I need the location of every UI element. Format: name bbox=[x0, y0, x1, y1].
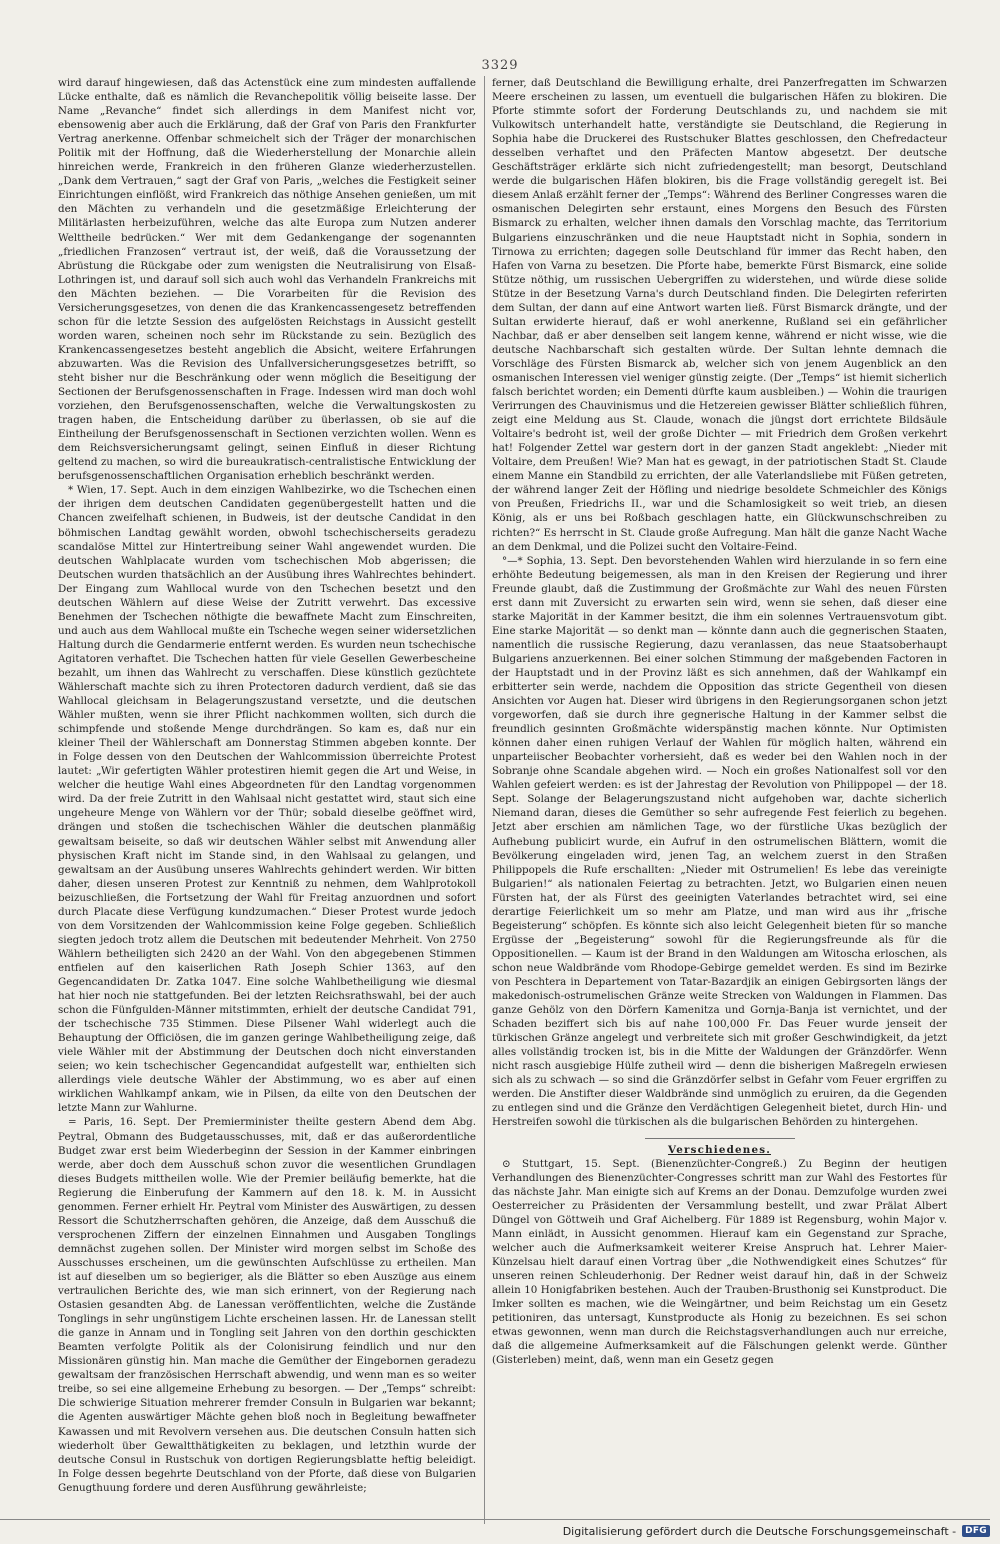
article-paragraph: ⊙ Stuttgart, 15. Sept. (Bienenzüchter-Congreß.) Zu Beginn der heutigen Verhandlungen des Bienenzüchter-Congresses schritt man zur Wahl des Festortes für das nächste Jahr. Man einigte sich auf Krems an der Donau. Demzufolge wurden zwei Oesterreicher zu Präsidenten der Versammlung bestellt, und zwar Prälat Albert Düngel von Göttweih und Graf Aichelberg. Für 1889 ist Regensburg, wohin Major v. Mann einlädt, in Aussicht genommen. Hierauf kam ein Gegenstand zur Sprache, welcher auch die Aufmerksamkeit weiterer Kreise Anspruch hat. Lehrer Maier-Künzelsau hielt darauf einen Vortrag über „die Nothwendigkeit eines Schutzes“ für unseren reinen Schleuderhonig. Der Redner weist darauf hin, daß in der Schweiz allein 10 Honigfabriken bestehen. Auch der Trauben-Brusthonig sei Kunstproduct. Die Imker sollten es machen, wie die Weingärtner, und beim Reichstag um ein Gesetz petitioniren, das untersagt, Kunstproducte als Honig zu bezeichnen. Es sei schon etwas gewonnen, wenn man durch die Reichstagsverhandlungen auch nur erreiche, daß die allgemeine Aufmerksamkeit auf die Fälschungen gelenkt werde. Günther (Gisterleben) meint, daß, wenn man ein Gesetz gegen bbox=[492, 1157, 947, 1367]
dfg-logo-icon[interactable]: DFG bbox=[962, 1525, 990, 1537]
page-number: 3329 bbox=[481, 58, 519, 73]
left-column bbox=[58, 76, 476, 1528]
footer-text: Digitalisierung gefördert durch die Deutsche Forschungsgemeinschaft - bbox=[562, 1524, 957, 1538]
article-paragraph: = Paris, 16. Sept. Der Premierminister theilte gestern Abend dem Abg. Peytral, Obmann des Budgetausschusses, mit, daß er das außerordentliche Budget zwar erst beim Wiederbeginn der Session in der Kammer einbringen werde, aber doch dem Ausschuß schon zuvor die wesentlichen Grundlagen dieses Budgets mittheilen wolle. Wie der Premier beiläufig bemerkte, hat die Regierung die Einberufung der Kammern auf den 18. k. M. in Aussicht genommen. Ferner erhielt Hr. Peytral vom Minister des Auswärtigen, zu dessen Ressort die Schutzherrschaften gehören, die Anzeige, daß dem Ausschuß die versprochenen Ziffern der einzelnen Einnahmen und Ausgaben Tonglings demnächst zugehen sollen. Der Minister wird morgen selbst im Schoße des Ausschusses erscheinen, um die gewünschten Aufschlüsse zu ertheilen. Man ist auf dieselben um so begieriger, als die Blätter so eben Auszüge aus einem vertraulichen Berichte des, wie man sich erinnert, von der Regierung nach Ostasien gesandten Abg. de Lanessan veröffentlichten, welche die Zustände Tonglings in sehr ungünstigem Lichte erscheinen lassen. Hr. de Lanessan stellt die ganze in Annam und in Tongling seit Jahren von den dorthin geschickten Beamten verfolgte Politik als der Colonisirung feindlich und nur den Missionären günstig hin. Man mache die Gemüther der Eingebornen geradezu gewaltsam der französischen Herrschaft abwendig, und wenn man es so weiter treibe, so sei eine allgemeine Erhebung zu besorgen. — Der „Temps“ schreibt: Die schwierige Situation mehrerer fremder Consuln in Bulgarien war bekannt; die Agenten auswärtiger Mächte gehen bloß noch in Begleitung bewaffneter Kawassen und mit Revolvern versehen aus. Die deutschen Consuln hatten sich wiederholt über Gewaltthätigkeiten zu beklagen, und letzthin wurde der deutsche Consul in Rustschuk von dortigen Regierungsblatte heftig beleidigt. In Folge dessen begehrte Deutschland von der Pforte, daß diese von Bulgarien Genugthuung fordere und deren Ausführung gewährleiste; bbox=[58, 1116, 476, 1494]
digitization-footer bbox=[0, 1519, 990, 1542]
section-separator bbox=[645, 1138, 795, 1139]
article-paragraph: wird darauf hingewiesen, daß das Actenstück eine zum mindesten auffallende Lücke enthalte, daß es nämlich die Revanchepolitik völlig beiseite lasse. Der Name „Revanche“ findet sich allerdings in dem Manifest nicht vor, ebensowenig aber auch die Erklärung, daß der Graf von Paris den Frankfurter Vertrag anerkenne. Offenbar schmeichelt sich der Träger der monarchischen Politik mit der Hoffnung, daß die Wiederherstellung der Monarchie allein hinreichen werde, Frankreich in den früheren Glanze wiederherzustellen. „Dank dem Vertrauen,“ sagt der Graf von Paris, „welches die Festigkeit seiner Einrichtungen einflößt, wird Frankreich das nöthige Ansehen genießen, um mit den Mächten zu verhandeln und die gesetzmäßige Erleichterung der Militärlasten herbeizuführen, welche das alte Europa zum Nutzen anderer Welttheile bedrücken.“ Wer mit dem Gedankengange der sogenannten „friedlichen Franzosen“ vertraut ist, der weiß, daß die Voraussetzung der Abrüstung die Rückgabe oder zum wenigsten die Neutralisirung von Elsaß-Lothringen ist, und darauf soll sich auch wohl das Verhandeln Frankreichs mit den Mächten beziehen. — Die Vorarbeiten für die Revision des Versicherungsgesetzes, von denen die das Krankencassengesetz betreffenden schon für die letzte Session des aufgelösten Reichstags in Aussicht gestellt worden waren, scheinen noch sehr im Rückstande zu sein. Bezüglich des Krankencassengesetzes besteht angeblich die Absicht, weitere Erfahrungen abzuwarten. Was die Revision des Unfallversicherungsgesetzes betrifft, so steht bisher nur die Beschränkung oder wenn möglich die Beseitigung der Sectionen der Berufsgenossenschaften in Frage. Indessen wird man doch wohl vorziehen, den Berufsgenossenschaften, welche die Verwaltungskosten zu tragen haben, die Entscheidung darüber zu überlassen, ob sie auf die Eintheilung der Berufsgenossenschaft in Sectionen verzichten wollen. Wenn es dem Reichsversicherungsamt gelingt, seinen Einfluß in dieser Richtung geltend zu machen, so wird die bureaukratisch-centralistische Entwicklung der berufsgenossenschaftlichen Organisation erheblich beschränkt werden. bbox=[58, 77, 476, 483]
right-column bbox=[492, 76, 947, 1528]
section-heading: Verschiedenes. bbox=[667, 1143, 771, 1156]
column-divider bbox=[484, 76, 485, 1524]
article-paragraph: * Wien, 17. Sept. Auch in dem einzigen Wahlbezirke, wo die Tschechen einen der ihrigen dem deutschen Candidaten gegenübergestellt hatten und die Chancen zweifelhaft schienen, in Budweis, ist der deutsche Candidat in den böhmischen Landtag gewählt worden, obwohl tschechischerseits geradezu scandalöse Mittel zur Hintertreibung seiner Wahl angewendet wurden. Die deutschen Wahlplacate wurden vom tschechischen Mob abgerissen; die Deutschen wurden thatsächlich an der Ausübung ihres Wahlrechtes behindert. Der Eingang zum Wahllocal wurde von den Tschechen besetzt und den deutschen Wählern auf diese Weise der Zutritt verwehrt. Das excessive Benehmen der Tschechen nöthigte die bewaffnete Macht zum Einschreiten, und auch aus dem Wahllocal mußte ein Tscheche wegen seiner widersetzlichen Haltung durch die Gendarmerie entfernt werden. Es wurden neun tschechische Agitatoren verhaftet. Die Tschechen hatten für viele Gesellen Gewerbescheine bezahlt, um ihnen das Wahlrecht zu verschaffen. Diese künstlich gezüchtete Wählerschaft machte sich zu ihren Protectoren dadurch verdient, daß sie das Wahllocal gleichsam in Belagerungszustand versetzte, und die deutschen Wähler mußten, wenn sie ihrer Pflicht nachkommen wollten, sich durch die schimpfende und stoßende Menge durchdrängen. So kam es, daß nur ein kleiner Theil der Wählerschaft am Donnerstag Stimmen abgeben konnte. Der in Folge dessen von den Deutschen der Wahlcommission überreichte Protest lautet: „Wir gefertigten Wähler protestiren hiemit gegen die Art und Weise, in welcher die heutige Wahl eines Abgeordneten für den Landtag vorgenommen wird. Da der freie Zutritt in den Wahlsaal nicht gestattet wird, staut sich eine ungeheure Menge von Wählern vor der Thür; sobald dieselbe geöffnet wird, drängen und stoßen die tschechischen Wähler die deutschen planmäßig gewaltsam beiseite, so daß wir deutschen Wähler selbst mit Anwendung aller physischen Kraft nicht im Stande sind, in den Wahlsaal zu gelangen, und gewaltsam an der Ausübung unseres Wahlrechts gehindert werden. Wir bitten daher, diesen unseren Protest zur Kenntniß zu nehmen, dem Wahlprotokoll beizuschließen, die Fortsetzung der Wahl für Freitag anzuordnen und sofort durch Placate diese Verfügung kundzumachen.“ Dieser Protest wurde jedoch von dem Vorsitzenden der Wahlcommission keine Folge gegeben. Schließlich siegten jedoch trotz allem die Deutschen mit bedeutender Mehrheit. Von 2750 Wählern betheiligten sich 2420 an der Wahl. Von den abgegebenen Stimmen entfielen auf den kaiserlichen Rath Joseph Schier 1363, auf den Gegencandidaten Dr. Zatka 1047. Eine solche Wahlbetheiligung wie diesmal hat hier noch nie stattgefunden. Bei der letzten Reichsrathswahl, bei der auch schon die Fünfgulden-Männer mitstimmten, erhielt der deutsche Candidat 791, der tschechische 735 Stimmen. Diese Pilsener Wahl widerlegt auch die Behauptung der Officiösen, die im ganzen geringe Wahlbetheiligung zeige, daß viele Wähler mit der Abstimmung der Deutschen doch nicht einverstanden seien; wo kein tschechischer Gegencandidat aufgestellt war, enthielten sich allerdings viele deutsche Wähler der Abstimmung, wo es aber auf einen wirklichen Wahlkampf ankam, wie in Pilsen, da eilte von den Deutschen der letzte Mann zur Wahlurne. bbox=[58, 484, 476, 1115]
article-paragraph: ferner, daß Deutschland die Bewilligung erhalte, drei Panzerfregatten im Schwarzen Meere erscheinen zu lassen, um eventuell die bulgarischen Häfen zu blokiren. Die Pforte stimmte sofort der Forderung Deutschlands zu, und nachdem sie mit Vulkowitsch unterhandelt hatte, verständigte sie Deutschland, die Regierung in Sophia habe die Druckerei des Rustschuker Blattes geschlossen, den Chefredacteur desselben verhaftet und den Präfecten Mantow abgesetzt. Der deutsche Geschäftsträger erklärte sich nicht zufriedengestellt; man besorgt, Deutschland werde die bulgarischen Häfen blokiren, bis die Frage vollständig geregelt ist. Bei diesem Anlaß erzählt ferner der „Temps“: Während des Berliner Congresses waren die osmanischen Delegirten sehr erstaunt, eines Morgens den Besuch des Fürsten Bismarck zu erhalten, welcher ihnen damals den Vorschlag machte, das Territorium Bulgariens einzuschränken und die neue Hauptstadt nicht in Sophia, sondern in Tirnowa zu errichten; dagegen solle Deutschland für immer das Recht haben, den Hafen von Varna zu besetzen. Die Pforte habe, bemerkte Fürst Bismarck, eine solide Stütze nöthig, um russischen Uebergriffen zu widerstehen, und würde diese solide Stütze in der Besetzung Varna's durch Deutschland finden. Die Delegirten referirten dem Sultan, der dann auf eine Antwort warten ließ. Fürst Bismarck drängte, und der Sultan erwiderte hierauf, daß er wohl anerkenne, Rußland sei ein gefährlicher Nachbar, daß er aber denselben seit langem kenne, während er nicht wisse, wie die deutsche Nachbarschaft sich gestalten würde. Der Sultan lehnte demnach die Vorschläge des Fürsten Bismarck ab, welcher sich von jenem Augenblick an den osmanischen Interessen viel weniger günstig zeigte. (Der „Temps“ ist hiemit sicherlich falsch berichtet worden; ein Dementi dürfte kaum ausbleiben.) — Wohin die traurigen Verirrungen des Chauvinismus und die Hetzereien gewisser Blätter schließlich führen, zeigt eine Meldung aus St. Claude, wonach die jüngst dort errichtete Bildsäule Voltaire's bedroht ist, weil der große Dichter — mit Friedrich dem Großen verkehrt hat! Folgender Zettel war gestern dort in der ganzen Stadt angeklebt: „Nieder mit Voltaire, dem Preußen! Wie? Man hat es gewagt, in der patriotischen Stadt St. Claude einem Manne ein Standbild zu errichten, der alle Vaterlandsliebe mit Füßen getreten, der während langer Zeit der Höfling und niedrige besoldete Schmeichler des Königs von Preußen, Friedrichs II., war und die Schamlosigkeit so weit trieb, an diesen König, als er uns bei Roßbach geschlagen hatte, ein Glückwunschschreiben zu richten?“ Es herrscht in St. Claude große Aufregung. Man hält die ganze Nacht Wache an dem Denkmal, und die Polizei sucht den Voltaire-Feind. bbox=[492, 77, 947, 553]
article-paragraph: °—* Sophia, 13. Sept. Den bevorstehenden Wahlen wird hierzulande in so fern eine erhöhte Bedeutung beigemessen, als man in den Kreisen der Regierung und ihrer Freunde glaubt, daß die Zustimmung der Großmächte zur Wahl des neuen Fürsten erst dann mit Zuversicht zu erwarten sein wird, wenn sie sehen, daß dieser eine starke Majorität in der Kammer besitzt, die ihm ein solennes Vertrauensvotum gibt. Eine starke Majorität — so denkt man — könnte dann auch die gegnerischen Staaten, namentlich die russische Regierung, dazu veranlassen, das neue Staatsoberhaupt Bulgariens anzuerkennen. Bei einer solchen Stimmung der maßgebenden Factoren in der Hauptstadt und in der Provinz läßt es sich annehmen, daß der Wahlkampf ein erbitterter sein werde, nachdem die Opposition das stricte Gegentheil von diesen Ansichten vor Augen hat. Dieser wird übrigens in den Regierungsorganen schon jetzt vorgeworfen, daß sie durch ihre gegnerische Haltung in der Kammer selbst die freundlich gesinnten Großmächte widerspänstig machen könnte. Nur Optimisten können daher einen ruhigen Verlauf der Wahlen für möglich halten, während ein unparteiischer Beobachter vorhersieht, daß es weder bei den Wahlen noch in der Sobranje ohne Scandale abgehen wird. — Noch ein großes Nationalfest soll vor den Wahlen gefeiert werden: es ist der Jahrestag der Revolution von Philippopel — der 18. Sept. Solange der Belagerungszustand nicht aufgehoben war, dachte sicherlich Niemand daran, dieses die Gemüther so sehr aufregende Fest feierlich zu begehen. Jetzt aber erschien am nämlichen Tage, wo der fürstliche Ukas bezüglich der Aufhebung publicirt wurde, ein Aufruf in den ostrumelischen Blättern, womit die Bevölkerung eingeladen wird, jenen Tag, an welchem zuerst in den Straßen Philippopels die Rufe erschallten: „Nieder mit Ostrumelien! Es lebe das vereinigte Bulgarien!“ als nationalen Feiertag zu betrachten. Jetzt, wo Bulgarien einen neuen Fürsten hat, der als Fürst des geeinigten Vaterlandes betrachtet wird, sei eine derartige Feierlichkeit um so mehr am Platze, und man wird aus ihr „frische Begeisterung“ schöpfen. Es könnte sich also leicht Gelegenheit bieten für so manche Ergüsse der „Begeisterung“ sowohl für die Regierungsfreunde als für die Oppositionellen. — Kaum ist der Brand in den Waldungen am Witoscha erloschen, als schon neue Waldbrände vom Rhodope-Gebirge gemeldet werden. Es sind im Bezirke von Peschtera in Departement von Tatar-Bazardjik an einigen Gebirgsorten längs der makedonisch-ostrumelischen Gränze weite Strecken von Waldungen in Flammen. Das ganze Gehölz von den Dörfern Kamenitza und Gornja-Banja ist vernichtet, und der Schaden beziffert sich bis auf nahe 100,000 Fr. Das Feuer wurde jenseit der türkischen Gränze angelegt und verbreitete sich mit großer Geschwindigkeit, da jetzt alles vollständig trocken ist, bis in die Mitte der Waldungen der Gränzdörfer. Wenn nicht rasch ausgiebige Hülfe zutheil wird — denn die bisherigen Maßregeln erwiesen sich als zu schwach — so sind die Gränzdörfer selbst in Gefahr vom Feuer ergriffen zu werden. Die Anstifter dieser Waldbrände sind unmöglich zu eruiren, da die Gegenden zu entlegen sind und die Gränze den Verdächtigen Gelegenheit bietet, durch Hin- und Herstreifen sowohl die türkischen als die bulgarischen Behörden zu hintergehen. bbox=[492, 554, 947, 1129]
